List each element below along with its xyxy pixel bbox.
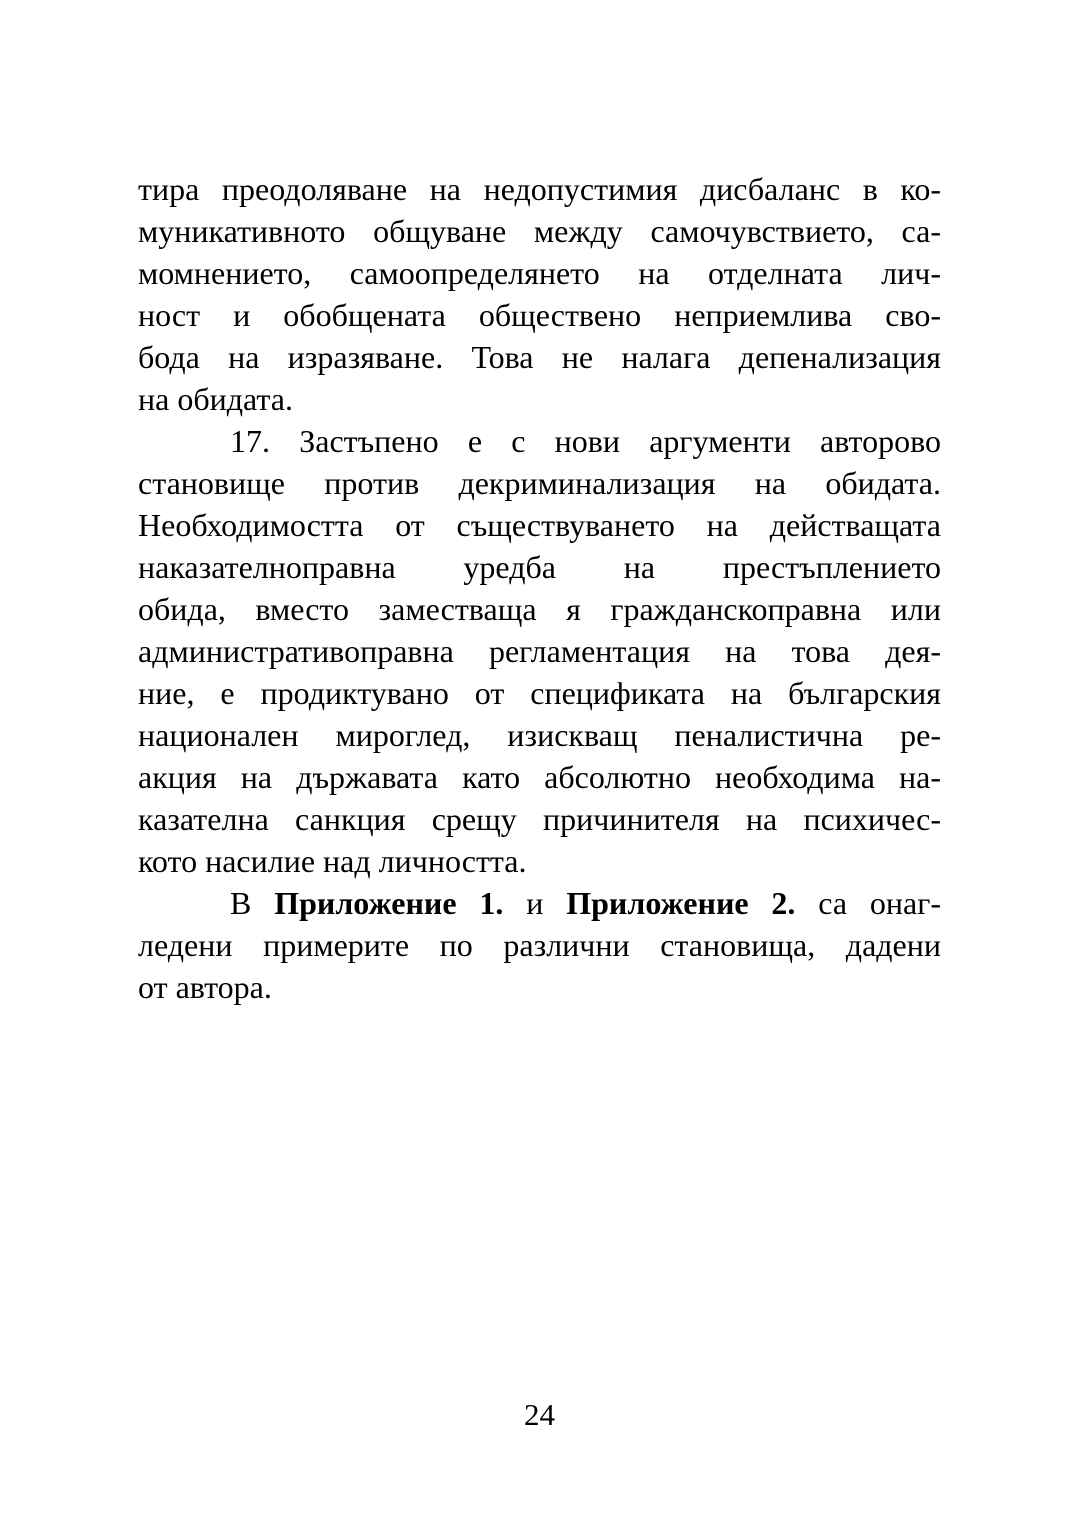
text-line <box>138 378 941 420</box>
text-segment: акция на държавата като абсолютно необходима на- <box>138 759 941 795</box>
text-segment: 17. Застъпено е с нови аргументи авторово <box>230 423 941 459</box>
page-number: 24 <box>524 1397 555 1432</box>
text-line <box>138 756 941 798</box>
text-line <box>138 168 941 210</box>
text-segment: национален мироглед, изискващ пеналистична ре- <box>138 717 941 753</box>
paragraph <box>138 420 941 882</box>
text-segment: тира преодоляване на недопустимия дисбаланс в ко- <box>138 171 941 207</box>
text-line <box>138 420 941 462</box>
text-line <box>138 714 941 756</box>
paragraph <box>138 168 941 420</box>
text-segment: бода на изразяване. Това не налага депенализация <box>138 339 941 375</box>
text-line <box>138 252 941 294</box>
text-line <box>138 210 941 252</box>
text-line <box>138 966 941 1008</box>
bold-text-segment: Приложение 2. <box>566 885 796 921</box>
text-line <box>138 840 941 882</box>
text-line <box>138 798 941 840</box>
paragraph <box>138 882 941 1008</box>
text-segment: становище против декриминализация на обидата. <box>138 465 941 501</box>
text-segment: от автора. <box>138 969 272 1005</box>
text-segment: са онаг- <box>795 885 942 921</box>
text-line <box>138 672 941 714</box>
text-line <box>138 294 941 336</box>
text-segment: казателна санкция срещу причинителя на психичес- <box>138 801 941 837</box>
text-line <box>138 630 941 672</box>
text-line <box>138 924 941 966</box>
text-segment: кото насилие над личността. <box>138 843 527 879</box>
text-segment: момнението, самоопределянето на отделната лич- <box>138 255 941 291</box>
text-segment: наказателноправна уредба на престъплението <box>138 549 941 585</box>
text-line <box>138 504 941 546</box>
text-segment: ледени примерите по различни становища, дадени <box>138 927 941 963</box>
text-line <box>138 546 941 588</box>
bold-text-segment: Приложение 1. <box>274 885 504 921</box>
text-segment: муникативното общуване между самочувствието, са- <box>138 213 941 249</box>
text-segment: ност и обобщената обществено неприемлива сво- <box>138 297 941 333</box>
text-segment: административоправна регламентация на това дея- <box>138 633 941 669</box>
text-segment: ние, е продиктувано от спецификата на българския <box>138 675 941 711</box>
text-line <box>138 588 941 630</box>
text-segment: и <box>503 885 567 921</box>
text-segment: В <box>230 885 275 921</box>
text-line <box>138 882 941 924</box>
text-line <box>138 462 941 504</box>
text-segment: на обидата. <box>138 381 293 417</box>
text-segment: обида, вместо заместваща я гражданскоправна или <box>138 591 941 627</box>
text-block <box>138 168 941 1008</box>
text-line <box>138 336 941 378</box>
text-segment: Необходимостта от съществуването на действащата <box>138 507 941 543</box>
